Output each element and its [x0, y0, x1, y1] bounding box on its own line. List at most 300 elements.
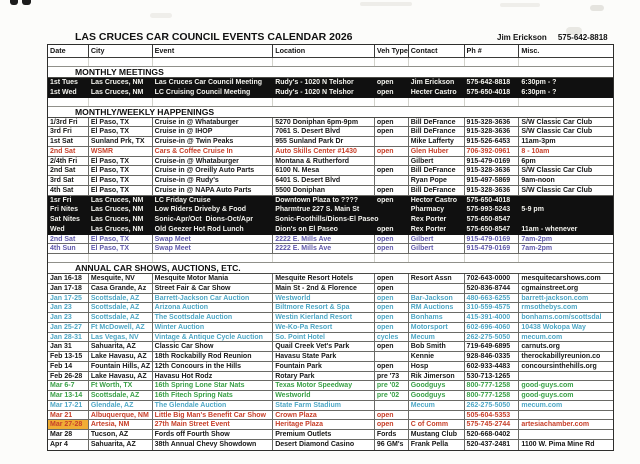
table-cell: 1sr Fri — [50, 196, 72, 204]
scan-artifact — [360, 2, 412, 6]
table-row — [48, 372, 613, 382]
table-row — [48, 118, 613, 128]
header-cell: Location — [273, 45, 375, 57]
table-cell: Quail Creek Vet's Park — [273, 342, 375, 351]
table-cell: 262-275-5050 — [465, 333, 520, 342]
table-cell — [375, 205, 409, 214]
table-cell: open — [375, 274, 409, 283]
table-row — [48, 78, 613, 88]
table-cell: Gilbert — [409, 244, 465, 253]
table-cell: Resort Assn — [409, 274, 465, 283]
table-cell: Las Cruces, NM — [90, 79, 144, 86]
table-cell: open — [375, 411, 409, 420]
table-cell: 719-649-6895 — [465, 342, 520, 351]
table-cell: Sunland Prk, TX — [89, 137, 153, 146]
table-cell: pre '73 — [375, 372, 409, 381]
table-cell: open — [376, 225, 394, 233]
blank-cell — [89, 98, 153, 106]
table-cell: 16th Fitech Spring Nats — [153, 391, 274, 400]
table-row — [48, 411, 613, 421]
contact-phone: 575-642-8818 — [557, 33, 608, 42]
table-cell: Motorsport — [409, 323, 465, 332]
table-cell: Street Fair & Car Show — [153, 284, 274, 293]
table-row — [48, 225, 613, 235]
blank-cell — [273, 58, 375, 66]
table-cell: 602-933-4483 — [465, 362, 520, 371]
scan-artifact — [590, 5, 604, 11]
table-cell: Ryan Pope — [409, 176, 465, 185]
table-cell: LC Cruising Council Meeting — [154, 88, 251, 96]
header-cell: Event — [153, 45, 274, 57]
table-cell: 6100 N. Mesa — [273, 166, 375, 175]
table-cell: 6:30pm - ? — [521, 88, 557, 96]
section-title: MONTHLY/WEEKLY HAPPENINGS — [75, 106, 215, 117]
table-cell: cycles — [375, 333, 409, 342]
table-cell: State Farm Stadium — [273, 401, 375, 410]
table-cell: 11am - whenever — [521, 225, 578, 233]
blank-cell — [465, 254, 520, 262]
table-cell: 575-650-8547 — [466, 225, 511, 233]
table-cell: S/W Classic Car Club — [521, 186, 593, 194]
table-cell: El Paso, TX — [89, 186, 153, 195]
table-cell: open — [375, 323, 409, 332]
table-cell: Sat Nites — [50, 216, 80, 223]
table-cell — [519, 215, 613, 224]
table-cell: pre '02 — [375, 381, 409, 390]
table-cell: Cruise-in @ Twin Peaks — [153, 137, 274, 146]
table-row — [48, 157, 613, 167]
table-cell: Jan 16-18 — [48, 274, 89, 283]
table-cell: 915-479-0169 — [465, 244, 520, 253]
table-cell: 602-696-4060 — [465, 323, 520, 332]
blank-cell — [153, 58, 274, 66]
table-row — [48, 391, 613, 401]
table-cell: 915-479-0169 — [465, 235, 520, 244]
table-cell: 480-663-6255 — [465, 294, 520, 303]
table-cell: Arizona Auction — [153, 303, 274, 312]
table-row — [48, 137, 613, 147]
table-cell: Pharmacy — [410, 206, 445, 214]
table-row — [48, 244, 613, 254]
table-cell: Glen Huber — [409, 147, 465, 156]
table-cell: 915-328-3636 — [465, 118, 520, 127]
blank-cell — [153, 98, 274, 106]
table-cell: Bill DeFrance — [409, 186, 465, 195]
blank-cell — [519, 58, 613, 66]
table-cell: El Paso, TX — [89, 127, 153, 136]
table-cell: Las Cruces, NM — [90, 206, 144, 214]
spacer-row — [48, 58, 613, 67]
blank-cell — [273, 98, 375, 106]
table-cell: Montana & Rutherford — [273, 157, 375, 166]
table-cell: 415-391-4000 — [465, 313, 520, 322]
table-cell: Las Cruces Car Council Meeting — [154, 79, 262, 86]
scan-artifact — [150, 13, 172, 18]
table-cell: barrett-jackson.com — [521, 294, 589, 302]
table-cell: 915-526-6453 — [465, 137, 520, 146]
table-cell: 11am-3pm — [521, 138, 556, 145]
table-cell: Fords — [375, 430, 409, 439]
table-cell: Kennie — [409, 352, 465, 361]
table-cell: mecum.com — [521, 333, 563, 341]
table-cell: open — [375, 342, 409, 351]
table-cell: RM Auctions — [409, 303, 465, 312]
table-cell: 6:30pm - ? — [521, 79, 557, 86]
table-cell: therockabillyreunion.co — [521, 353, 601, 360]
table-cell: Bar-Jackson — [409, 294, 465, 303]
contact-name: Jim Erickson — [497, 33, 547, 42]
table-cell: open — [375, 362, 409, 371]
table-cell: Frank Pella — [409, 440, 465, 450]
table-row — [48, 205, 613, 215]
section-header-row — [48, 263, 613, 274]
table-cell: Las Cruces, NM — [90, 88, 144, 96]
table-row — [48, 215, 613, 225]
table-cell: 9am-noon — [521, 177, 555, 184]
table-cell: 575-650-4018 — [466, 88, 511, 96]
page-title: LAS CRUCES CAR COUNCIL EVENTS CALENDAR 2026 — [75, 31, 353, 43]
table-cell: Pharmtrue 227 S. Main St — [275, 206, 360, 214]
table-cell: C of Comm — [409, 420, 465, 429]
table-cell: open — [375, 420, 409, 429]
header-contact — [497, 33, 608, 42]
table-cell: Goodguys — [409, 381, 465, 390]
table-cell: Cruise in @ NAPA Auto Parts — [153, 186, 274, 195]
scan-artifact — [500, 3, 540, 7]
table-cell: Dion's on El Paseo — [275, 225, 338, 233]
table-cell: Classic Car Show — [153, 342, 274, 351]
blank-cell — [48, 254, 89, 262]
table-cell: S/W Classic Car Club — [521, 167, 593, 175]
table-row — [48, 420, 613, 430]
table-cell: Desert Diamond Casino — [273, 440, 375, 450]
table-cell — [519, 430, 613, 439]
table-cell: 915-497-5869 — [465, 176, 520, 185]
table-cell: 520-836-8744 — [465, 284, 520, 293]
table-cell: open — [375, 186, 409, 195]
table-cell: Hecter Castro — [410, 88, 457, 96]
table-cell: 16th Spring Lone Star Nats — [153, 381, 274, 390]
blank-cell — [375, 254, 409, 262]
table-cell: Jan 17-25 — [48, 294, 89, 303]
blank-cell — [375, 58, 409, 66]
table-cell: So. Point Hotel — [273, 333, 375, 342]
table-cell: Jan 25-27 — [48, 323, 89, 332]
table-cell: Rik Jimerson — [409, 372, 465, 381]
table-row — [48, 127, 613, 137]
table-cell: Mesquite Motor Mania — [153, 274, 274, 283]
table-cell: Mar 21 — [48, 411, 89, 420]
table-cell: 2nd Sat — [48, 147, 89, 156]
table-cell: pre '02 — [375, 391, 409, 400]
blank-cell — [48, 58, 89, 66]
table-cell: Jan 23 — [48, 313, 89, 322]
table-cell: Glendale, AZ — [89, 401, 153, 410]
table-cell: Mesquite, NV — [89, 274, 153, 283]
table-cell: 10438 Wokopa Way — [521, 323, 586, 331]
scan-artifact — [22, 0, 31, 5]
table-row — [48, 303, 613, 313]
header-cell: Ph # — [465, 45, 520, 57]
table-cell: artesiachamber.com — [521, 421, 590, 429]
table-cell: Fountain Park — [273, 362, 375, 371]
table-cell: 4th Sun — [48, 244, 89, 253]
table-cell: open — [375, 244, 409, 253]
table-cell: Havasu State Park — [273, 352, 375, 361]
table-cell: 5500 Doniphan — [273, 186, 375, 195]
table-cell: 1st Wed — [50, 88, 77, 96]
table-cell: 1st Tues — [50, 79, 78, 86]
table-cell — [519, 196, 613, 205]
table-cell: Scottsdale, AZ — [89, 313, 153, 322]
table-cell: Westin Kierland Resort — [273, 313, 375, 322]
table-cell: Sonic-Apr/Oct Dions-Oct/Apr — [154, 216, 253, 223]
table-cell: 915-328-3636 — [465, 166, 520, 175]
table-row — [48, 294, 613, 304]
table-cell: S/W Classic Car Club — [521, 118, 593, 126]
table-cell: Cruise in @ IHOP — [153, 127, 274, 136]
table-cell: Apr 4 — [48, 440, 89, 450]
table-cell: 575-650-4018 — [466, 196, 511, 204]
table-cell: Mar 13-14 — [48, 391, 89, 400]
table-cell: Mecum — [409, 401, 465, 410]
table-cell: Scottsdale, AZ — [89, 294, 153, 303]
table-cell: concoursinthehills.org — [521, 362, 597, 370]
table-cell — [375, 215, 409, 224]
table-cell: Bonhams — [409, 313, 465, 322]
blank-cell — [89, 254, 153, 262]
table-cell: Scottsdale, AZ — [89, 391, 153, 400]
blank-cell — [273, 254, 375, 262]
table-cell: cgmainstreet.org — [521, 284, 579, 292]
table-cell: Tucson, AZ — [89, 430, 153, 439]
table-cell: 575-993-5243 — [466, 206, 511, 214]
table-cell: 575-650-8547 — [466, 216, 511, 223]
table-cell: 6401 S. Desert Blvd — [273, 176, 375, 185]
table-cell: Hosp — [409, 362, 465, 371]
section-title: ANNUAL CAR SHOWS, AUCTIONS, ETC. — [75, 263, 241, 273]
table-cell: Mesquite Resort Hotels — [273, 274, 375, 283]
table-row — [48, 186, 613, 196]
table-cell: open — [375, 235, 409, 244]
table-cell: Bill DeFrance — [409, 118, 465, 127]
table-cell: Bill DeFrance — [409, 166, 465, 175]
table-row — [48, 401, 613, 411]
table-cell: 3rd Fri — [48, 127, 89, 136]
table-cell: 262-275-5050 — [465, 401, 520, 410]
header-cell: Date — [48, 45, 89, 57]
table-row — [48, 381, 613, 391]
table-cell: 96 GM's — [375, 440, 409, 450]
table-cell: good-guys.com — [521, 382, 574, 390]
table-cell: Fountain Hills, AZ — [89, 362, 153, 371]
table-cell: Old Geezer Hot Rod Lunch — [154, 225, 244, 233]
table-cell: open — [375, 118, 409, 127]
table-cell: 310-559-4575 — [465, 303, 520, 312]
blank-cell — [409, 254, 465, 262]
table-cell: Feb 26-28 — [48, 372, 89, 381]
table-row — [48, 176, 613, 186]
table-cell: Ft McDowell, AZ — [89, 323, 153, 332]
table-cell: 1st Sat — [48, 137, 89, 146]
table-cell: 1100 W. Pima Mine Rd — [521, 440, 595, 448]
table-cell — [519, 411, 613, 420]
table-cell: open — [375, 303, 409, 312]
blank-cell — [89, 58, 153, 66]
table-cell: Cruise in @ Oreilly Auto Parts — [153, 166, 274, 175]
table-cell: Cruise-in @ Whataburger — [153, 157, 274, 166]
table-cell: Lake Havasu, AZ — [89, 352, 153, 361]
table-cell: 575-642-8818 — [466, 79, 511, 86]
table-cell: 915-328-3636 — [465, 127, 520, 136]
blank-cell — [409, 58, 465, 66]
table-cell: 928-846-0335 — [465, 352, 520, 361]
table-cell: 4th Sat — [48, 186, 89, 195]
table-cell: open — [375, 284, 409, 293]
table-cell: Goodguys — [409, 391, 465, 400]
table-cell — [375, 157, 409, 166]
table-cell: Bill DeFrance — [409, 127, 465, 136]
table-cell: Gilbert — [409, 235, 465, 244]
table-cell: Feb 14 — [48, 362, 89, 371]
table-cell: The Scottsdale Auction — [153, 313, 274, 322]
table-cell: El Paso, TX — [89, 176, 153, 185]
table-cell: Swap Meet — [153, 244, 274, 253]
table-cell: We-Ko-Pa Resort — [273, 323, 375, 332]
table-cell: mecum.com — [521, 401, 563, 409]
table-cell: Rudy's - 1020 N Telshor — [275, 88, 354, 96]
table-cell: 2222 E. Mills Ave — [273, 235, 375, 244]
header-cell: City — [89, 45, 153, 57]
table-cell: 7061 S. Desert Blvd — [273, 127, 375, 136]
table-cell: Biltmore Resort & Spa — [273, 303, 375, 312]
table-cell — [375, 137, 409, 146]
table-cell: Rex Porter — [410, 225, 447, 233]
table-cell: Vintage & Antique Cycle Auction — [153, 333, 274, 342]
table-cell: Mecum — [409, 333, 465, 342]
table-cell: Albuquerque, NM — [89, 411, 153, 420]
table-cell: Mar 28 — [48, 430, 89, 439]
table-cell: LC Friday Cruise — [154, 196, 211, 204]
table-row — [48, 284, 613, 294]
table-cell: Low Riders Driveby & Food — [154, 206, 247, 214]
table-cell: 18th Rockabilly Rod Reunion — [153, 352, 274, 361]
table-cell: 38th Annual Chevy Showdown — [153, 440, 274, 450]
table-cell: Hector Castro — [410, 196, 458, 204]
table-cell: Westworld — [273, 391, 375, 400]
blank-cell — [409, 98, 465, 106]
table-cell: 7am-2pm — [521, 235, 553, 243]
table-cell: Havasu Hot Rodz — [153, 372, 274, 381]
table-cell: open — [376, 88, 394, 96]
blank-cell — [519, 254, 613, 262]
table-cell: 505-604-5353 — [465, 411, 520, 420]
table-cell: open — [375, 166, 409, 175]
table-cell: Artesia, NM — [89, 420, 153, 429]
table-cell: 800-777-1258 — [465, 391, 520, 400]
table-cell: Mustang Club — [409, 430, 465, 439]
table-row — [48, 147, 613, 157]
table-cell: Downtown Plaza to ???? — [275, 196, 359, 204]
table-cell: Rotary Park — [273, 372, 375, 381]
spacer-row — [48, 98, 613, 107]
table-row — [48, 352, 613, 362]
table-cell: The Glendale Auction — [153, 401, 274, 410]
table-cell: Jan 17-18 — [48, 284, 89, 293]
table-row — [48, 274, 613, 284]
table-cell: Wed — [50, 225, 65, 233]
section-header-row — [48, 107, 613, 118]
blank-cell — [519, 98, 613, 106]
table-cell: 27th Main Street Event — [153, 420, 274, 429]
table-cell: 706-392-0961 — [465, 147, 520, 156]
header-cell: Contact — [409, 45, 465, 57]
table-row — [48, 166, 613, 176]
table-cell: El Paso, TX — [89, 235, 153, 244]
table-cell: open — [375, 313, 409, 322]
table-cell: 6pm — [521, 157, 536, 165]
table-cell: rmsothebys.com — [521, 304, 578, 312]
table-cell — [375, 176, 409, 185]
table-cell: Jan 28-31 — [48, 333, 89, 342]
table-cell: 1/3rd Fri — [48, 118, 89, 127]
table-cell: Texas Motor Speedway — [273, 381, 375, 390]
table-cell: 2222 E. Mills Ave — [273, 244, 375, 253]
table-cell: Mar 17-21 — [48, 401, 89, 410]
table-cell: Westworld — [273, 294, 375, 303]
table-cell: El Paso, TX — [89, 118, 153, 127]
table-cell: Barrett-Jackson Car Auction — [153, 294, 274, 303]
table-cell: Auto Skills Center #1430 — [273, 147, 375, 156]
table-cell: Fords off Fourth Show — [153, 430, 274, 439]
table-cell: open — [375, 294, 409, 303]
table-cell: open — [375, 147, 409, 156]
table-cell: Fri Nites — [50, 206, 79, 214]
table-cell: Ft Worth, TX — [89, 381, 153, 390]
blank-cell — [48, 98, 89, 106]
header-cell: Misc. — [521, 46, 540, 55]
table-cell: Little Big Man's Benefit Car Show — [153, 411, 274, 420]
table-cell: 800-777-1258 — [465, 381, 520, 390]
table-cell: 575-745-2744 — [465, 420, 520, 429]
spacer-row — [48, 254, 613, 263]
header-cell: Veh Type — [376, 46, 408, 55]
table-cell: Mar 27-28 — [48, 420, 89, 429]
table-cell — [375, 352, 409, 361]
table-cell: WSMR — [89, 147, 153, 156]
blank-cell — [375, 98, 409, 106]
table-cell: open — [376, 196, 394, 204]
table-cell: Jim Erickson — [410, 79, 455, 86]
table-cell: 2nd Sat — [48, 166, 89, 175]
table-cell: Premium Outlets — [273, 430, 375, 439]
table-cell: 3rd Sat — [48, 176, 89, 185]
table-header-row — [48, 45, 613, 58]
table-cell: 915-479-0169 — [465, 157, 520, 166]
table-cell: 2nd Sat — [48, 235, 89, 244]
scan-artifact — [10, 0, 18, 5]
table-cell: Jan 31 — [48, 342, 89, 351]
table-cell: Jan 23 — [48, 303, 89, 312]
blank-cell — [153, 254, 274, 262]
table-cell: Crown Plaza — [273, 411, 375, 420]
events-table — [47, 44, 614, 451]
table-cell: open — [375, 127, 409, 136]
table-cell: Las Cruces, NM — [90, 216, 144, 223]
table-cell: El Paso, TX — [89, 157, 153, 166]
table-cell: Sahuarita, AZ — [89, 342, 153, 351]
table-cell: Sahuarita, AZ — [89, 440, 153, 450]
